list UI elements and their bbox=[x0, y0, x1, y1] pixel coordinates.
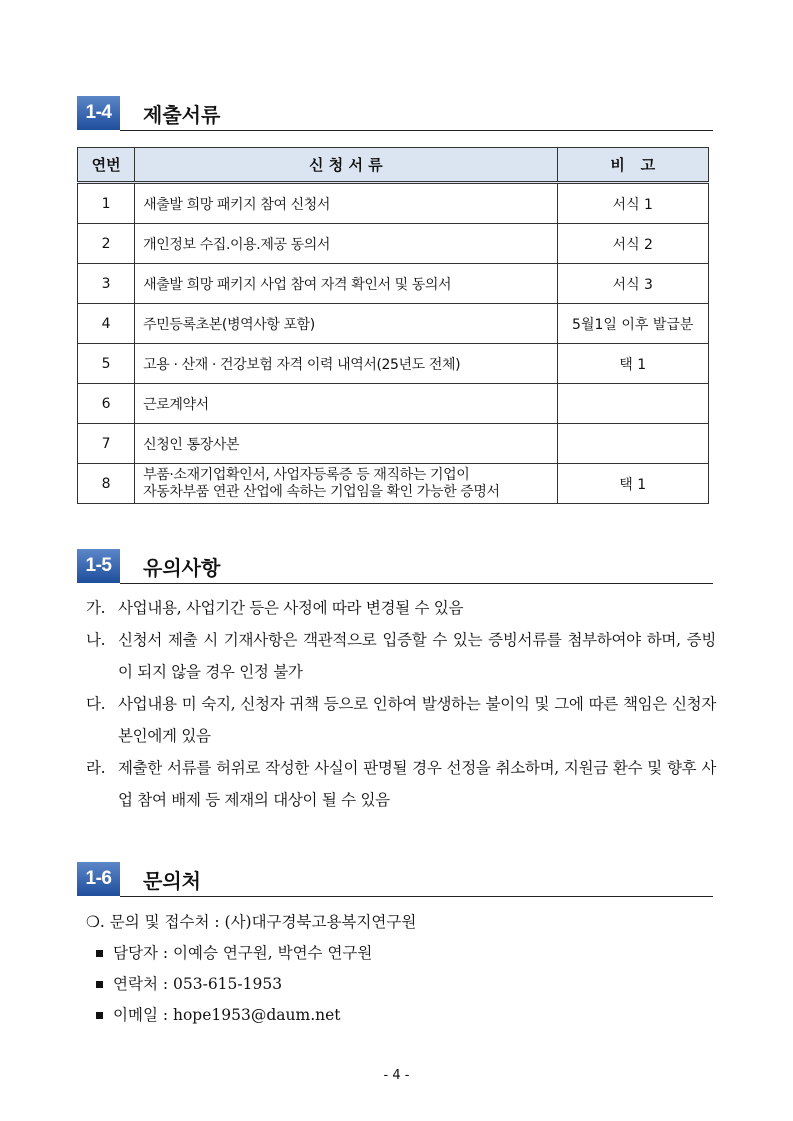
notice-text: 사업내용, 사업기간 등은 사정에 따라 변경될 수 있음 bbox=[118, 599, 464, 617]
document-name: 고용 · 산재 · 건강보험 자격 이력 내역서(25년도 전체) bbox=[135, 344, 557, 384]
document-note: 택 1 bbox=[557, 464, 709, 504]
table-row bbox=[78, 344, 709, 384]
document-name bbox=[135, 464, 557, 504]
table-header-row bbox=[78, 148, 709, 183]
notice-text: 제출한 서류를 허위로 작성한 사실이 판명될 경우 선정을 취소하며, 지원금 환수 및 향후 사업 참여 배제 등 제재의 대상이 될 수 있음 bbox=[118, 759, 716, 809]
row-number: 1 bbox=[78, 183, 135, 224]
table-row bbox=[78, 224, 709, 264]
notice-text: 사업내용 미 숙지, 신청자 귀책 등으로 인하여 발생하는 불이익 및 그에 따른 책임은 신청자 본인에게 있음 bbox=[118, 695, 716, 745]
section-title: 제출서류 bbox=[143, 103, 221, 127]
row-number: 5 bbox=[78, 344, 135, 384]
document-name-line: 자동차부품 연관 산업에 속하는 기업임을 확인 가능한 증명서 bbox=[143, 483, 500, 500]
row-number: 8 bbox=[78, 464, 135, 504]
contact-item bbox=[86, 938, 706, 969]
square-bullet-icon bbox=[96, 1012, 103, 1019]
notice-mark: 나. bbox=[86, 631, 106, 649]
document-note: 서식 2 bbox=[557, 224, 709, 264]
notice-item bbox=[86, 624, 716, 688]
row-number: 6 bbox=[78, 384, 135, 424]
notice-text: 신청서 제출 시 기재사항은 객관적으로 입증할 수 있는 증빙서류를 첨부하여야 하며, 증빙이 되지 않을 경우 인정 불가 bbox=[118, 631, 716, 681]
section-title: 유의사항 bbox=[143, 556, 221, 580]
notice-mark: 다. bbox=[86, 695, 106, 713]
contact-main: ❍. 문의 및 접수처 : (사)대구경북고용복지연구원 bbox=[86, 913, 417, 931]
section-number-badge: 1-6 bbox=[77, 862, 120, 896]
document-name: 새출발 희망 패키지 참여 신청서 bbox=[135, 183, 557, 224]
table-row bbox=[78, 384, 709, 424]
table-row bbox=[78, 304, 709, 344]
document-name: 주민등록초본(병역사항 포함) bbox=[135, 304, 557, 344]
section-number-badge: 1-5 bbox=[77, 549, 120, 583]
section-title: 문의처 bbox=[143, 869, 201, 893]
documents-table bbox=[77, 147, 709, 504]
document-name: 새출발 희망 패키지 사업 참여 자격 확인서 및 동의서 bbox=[135, 264, 557, 304]
column-header-number: 연번 bbox=[78, 148, 135, 183]
document-note bbox=[557, 424, 709, 464]
square-bullet-icon bbox=[96, 950, 103, 957]
contact-block bbox=[86, 907, 706, 1031]
section-header-docs bbox=[77, 96, 713, 134]
column-header-documents: 신 청 서 류 bbox=[135, 148, 557, 183]
notice-mark: 라. bbox=[86, 759, 106, 777]
document-note: 택 1 bbox=[557, 344, 709, 384]
table-row bbox=[78, 183, 709, 224]
contact-item bbox=[86, 1000, 706, 1031]
document-note bbox=[557, 384, 709, 424]
document-note: 서식 1 bbox=[557, 183, 709, 224]
document-name-line: 부품·소재기업확인서, 사업자등록증 등 재직하는 기업이 bbox=[143, 466, 470, 483]
document-name: 근로계약서 bbox=[135, 384, 557, 424]
table-row bbox=[78, 264, 709, 304]
section-header-contact bbox=[77, 862, 713, 900]
document-note: 서식 3 bbox=[557, 264, 709, 304]
column-header-notes: 비 고 bbox=[557, 148, 709, 183]
contact-item bbox=[86, 969, 706, 1000]
notice-item bbox=[86, 592, 716, 624]
table-row bbox=[78, 424, 709, 464]
contact-phone: 연락처 : 053-615-1953 bbox=[113, 975, 283, 993]
section-rule bbox=[120, 896, 713, 897]
notice-item bbox=[86, 688, 716, 752]
row-number: 7 bbox=[78, 424, 135, 464]
page-number: - 4 - bbox=[383, 1068, 410, 1083]
square-bullet-icon bbox=[96, 981, 103, 988]
section-rule bbox=[120, 130, 713, 131]
document-name: 개인정보 수집.이용.제공 동의서 bbox=[135, 224, 557, 264]
section-number-badge: 1-4 bbox=[77, 96, 120, 130]
section-rule bbox=[120, 583, 713, 584]
section-header-notice bbox=[77, 549, 713, 587]
notice-item bbox=[86, 752, 716, 816]
document-note: 5월1일 이후 발급분 bbox=[557, 304, 709, 344]
notice-list bbox=[86, 592, 716, 816]
document-name: 신청인 통장사본 bbox=[135, 424, 557, 464]
table-row bbox=[78, 464, 709, 504]
contact-email: 이메일 : hope1953@daum.net bbox=[113, 1006, 341, 1024]
row-number: 2 bbox=[78, 224, 135, 264]
row-number: 4 bbox=[78, 304, 135, 344]
row-number: 3 bbox=[78, 264, 135, 304]
notice-mark: 가. bbox=[86, 599, 106, 617]
contact-person: 담당자 : 이예승 연구원, 박연수 연구원 bbox=[113, 944, 373, 962]
